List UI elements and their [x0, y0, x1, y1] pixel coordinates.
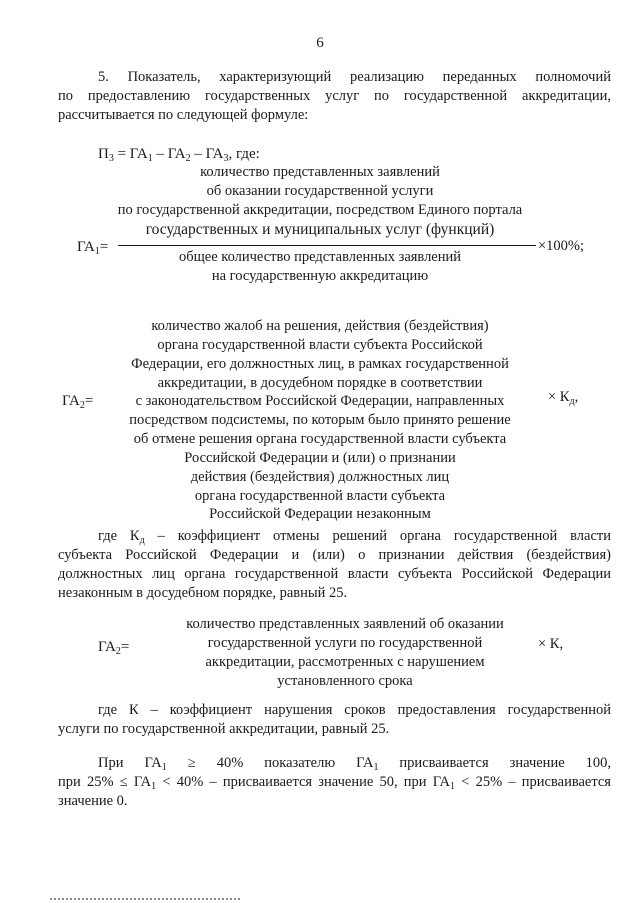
kd-line-3: должностных лиц органа государственной власти субъекта Российской Федерации	[58, 565, 611, 582]
ga1-equals: =	[99, 239, 109, 255]
formula-p3-sub-2: 2	[185, 153, 191, 164]
paragraph-5	[58, 68, 611, 125]
final-line-2-sub-1: 1	[151, 780, 157, 792]
kd-line-1-a: где К	[98, 528, 140, 544]
formula-p3	[98, 145, 260, 165]
formula-p3-term-1: = ГА	[113, 146, 148, 162]
final-ga1-a-sub: 1	[161, 762, 167, 773]
ga2a-line-3: Федерации, его должностных лиц, в рамках государственной	[131, 355, 509, 372]
paragraph-5-line-3: рассчитывается по следующей формуле:	[58, 106, 309, 123]
ga1-multiplier: ×100%;	[538, 238, 585, 254]
ga2b-label-sub: 2	[115, 646, 121, 657]
ga2a-label	[62, 392, 93, 412]
final-ga1-b-sub: 1	[373, 762, 379, 773]
kd-line-1-sub: д	[139, 535, 145, 546]
kd-line-1	[58, 527, 611, 546]
ga2a-mult-sub: д	[569, 396, 575, 407]
final-line-1	[58, 754, 611, 773]
ga2a-mult-tail: ,	[574, 389, 579, 405]
ga2a-line-1: количество жалоб на решения, действия (бездействия)	[151, 318, 489, 334]
ga2a-equals: =	[84, 393, 94, 409]
page-number: 6	[316, 35, 324, 51]
final-ga1-a	[144, 754, 166, 773]
final-paragraph	[58, 754, 611, 811]
kd-line-4: незаконным в досудебном порядке, равный 25.	[58, 584, 348, 601]
final-line-2-sub-2: 1	[450, 780, 456, 792]
formula-p3-lhs: П	[98, 146, 109, 162]
ga2a-line-9: действия (бездействия) должностных лиц	[190, 468, 450, 485]
kd-definition	[58, 527, 611, 602]
formula-p3-term-2: – ГА	[152, 146, 186, 162]
ga2a-multiplier	[548, 388, 578, 407]
ga2a-line-11: Российской Федерации незаконным	[209, 506, 431, 523]
k-definition	[58, 701, 611, 739]
final-word-1: При	[98, 755, 124, 771]
final-line-3: значение 0.	[58, 792, 128, 809]
formula-p3-sub-3: 3	[223, 153, 229, 164]
ga1-numerator-line-4: государственных и муниципальных услуг (функций)	[145, 220, 495, 238]
scan-edge-artifact	[50, 898, 240, 900]
ga2b-line-4: установленного срока	[277, 672, 413, 689]
ga1-denominator	[100, 248, 540, 286]
k-line-1: где К – коэффициент нарушения сроков предоставления государственной	[98, 702, 611, 718]
ga2b-line-1: количество представленных заявлений об оказании	[186, 616, 504, 632]
final-ga1-b	[356, 754, 378, 773]
ga2a-mult-text: × К	[548, 389, 570, 405]
ga1-label-text: ГА	[77, 239, 95, 255]
kd-line-1-b: – коэффициент отмены решений органа государственной власти	[144, 528, 611, 544]
final-word-indicator: показателю	[264, 755, 336, 771]
ga2a-line-2: органа государственной власти субъекта Российской	[157, 336, 483, 353]
final-40: 40%	[216, 755, 244, 771]
ga2b-line-2: государственной услуги по государственной	[207, 634, 483, 651]
ga1-fraction-line	[118, 245, 536, 246]
ga2a-line-7: об отмене решения органа государственной власти субъекта	[133, 431, 507, 448]
ga2b-equals: =	[120, 639, 130, 655]
ga2a-line-8: Российской Федерации и (или) о признании	[184, 449, 456, 466]
ga2-complaints-text	[110, 317, 530, 524]
formula-p3-lhs-sub: 3	[108, 153, 114, 164]
final-word-value: значение	[509, 755, 565, 771]
ga2b-multiplier: × К,	[538, 636, 564, 652]
formula-p3-term-3: – ГА	[190, 146, 224, 162]
ga2a-label-text: ГА	[62, 393, 80, 409]
ga1-denominator-line-1: общее количество представленных заявлений	[178, 249, 462, 265]
final-line-2-b: < 40% – присваивается значение 50, при ГА	[156, 773, 451, 790]
ga2b-label	[98, 638, 129, 658]
ga1-numerator-line-1: количество представленных заявлений	[200, 164, 440, 180]
ga2a-line-5: с законодательством Российской Федерации, направленных	[135, 393, 505, 410]
ga2-deadline-text	[150, 615, 540, 690]
final-word-assigned: присваивается	[399, 755, 489, 771]
paragraph-5-line-1: 5. Показатель, характеризующий реализацию переданных полномочий	[98, 69, 611, 85]
ga1-numerator-line-3: по государственной аккредитации, посредством Единого портала	[117, 201, 523, 218]
final-ga1-a-text: ГА	[144, 755, 162, 771]
kd-line-2: субъекта Российской Федерации и (или) о признании действия (бездействия)	[58, 546, 611, 563]
paragraph-5-line-2: по предоставлению государственных услуг по государственной аккредитации,	[58, 87, 611, 104]
ga1-numerator-line-2: об оказании государственной услуги	[206, 182, 434, 199]
ga2b-label-text: ГА	[98, 639, 116, 655]
final-100: 100,	[585, 755, 611, 771]
ga2a-line-4: аккредитации, в досудебном порядке в соответствии	[157, 374, 483, 391]
final-line-2-c: < 25% – присваивается	[455, 773, 611, 790]
final-geq: ≥	[187, 755, 196, 771]
ga1-numerator	[100, 163, 540, 240]
k-line-2: услуги по государственной аккредитации, равный 25.	[58, 720, 390, 737]
ga2b-line-3: аккредитации, рассмотренных с нарушением	[205, 653, 485, 670]
formula-p3-tail: , где:	[228, 146, 260, 162]
final-line-2	[58, 773, 611, 792]
ga2a-line-6: посредством подсистемы, по которым было принято решение	[129, 412, 511, 429]
final-ga1-b-text: ГА	[356, 755, 374, 771]
ga1-denominator-line-2: на государственную аккредитацию	[211, 267, 429, 284]
ga2a-line-10: органа государственной власти субъекта	[194, 487, 446, 504]
formula-p3-sub-1: 1	[147, 153, 153, 164]
ga2a-label-sub: 2	[79, 400, 85, 411]
ga1-label-sub: 1	[94, 246, 100, 257]
final-line-2-a: при 25% ≤ ГА	[58, 773, 152, 790]
